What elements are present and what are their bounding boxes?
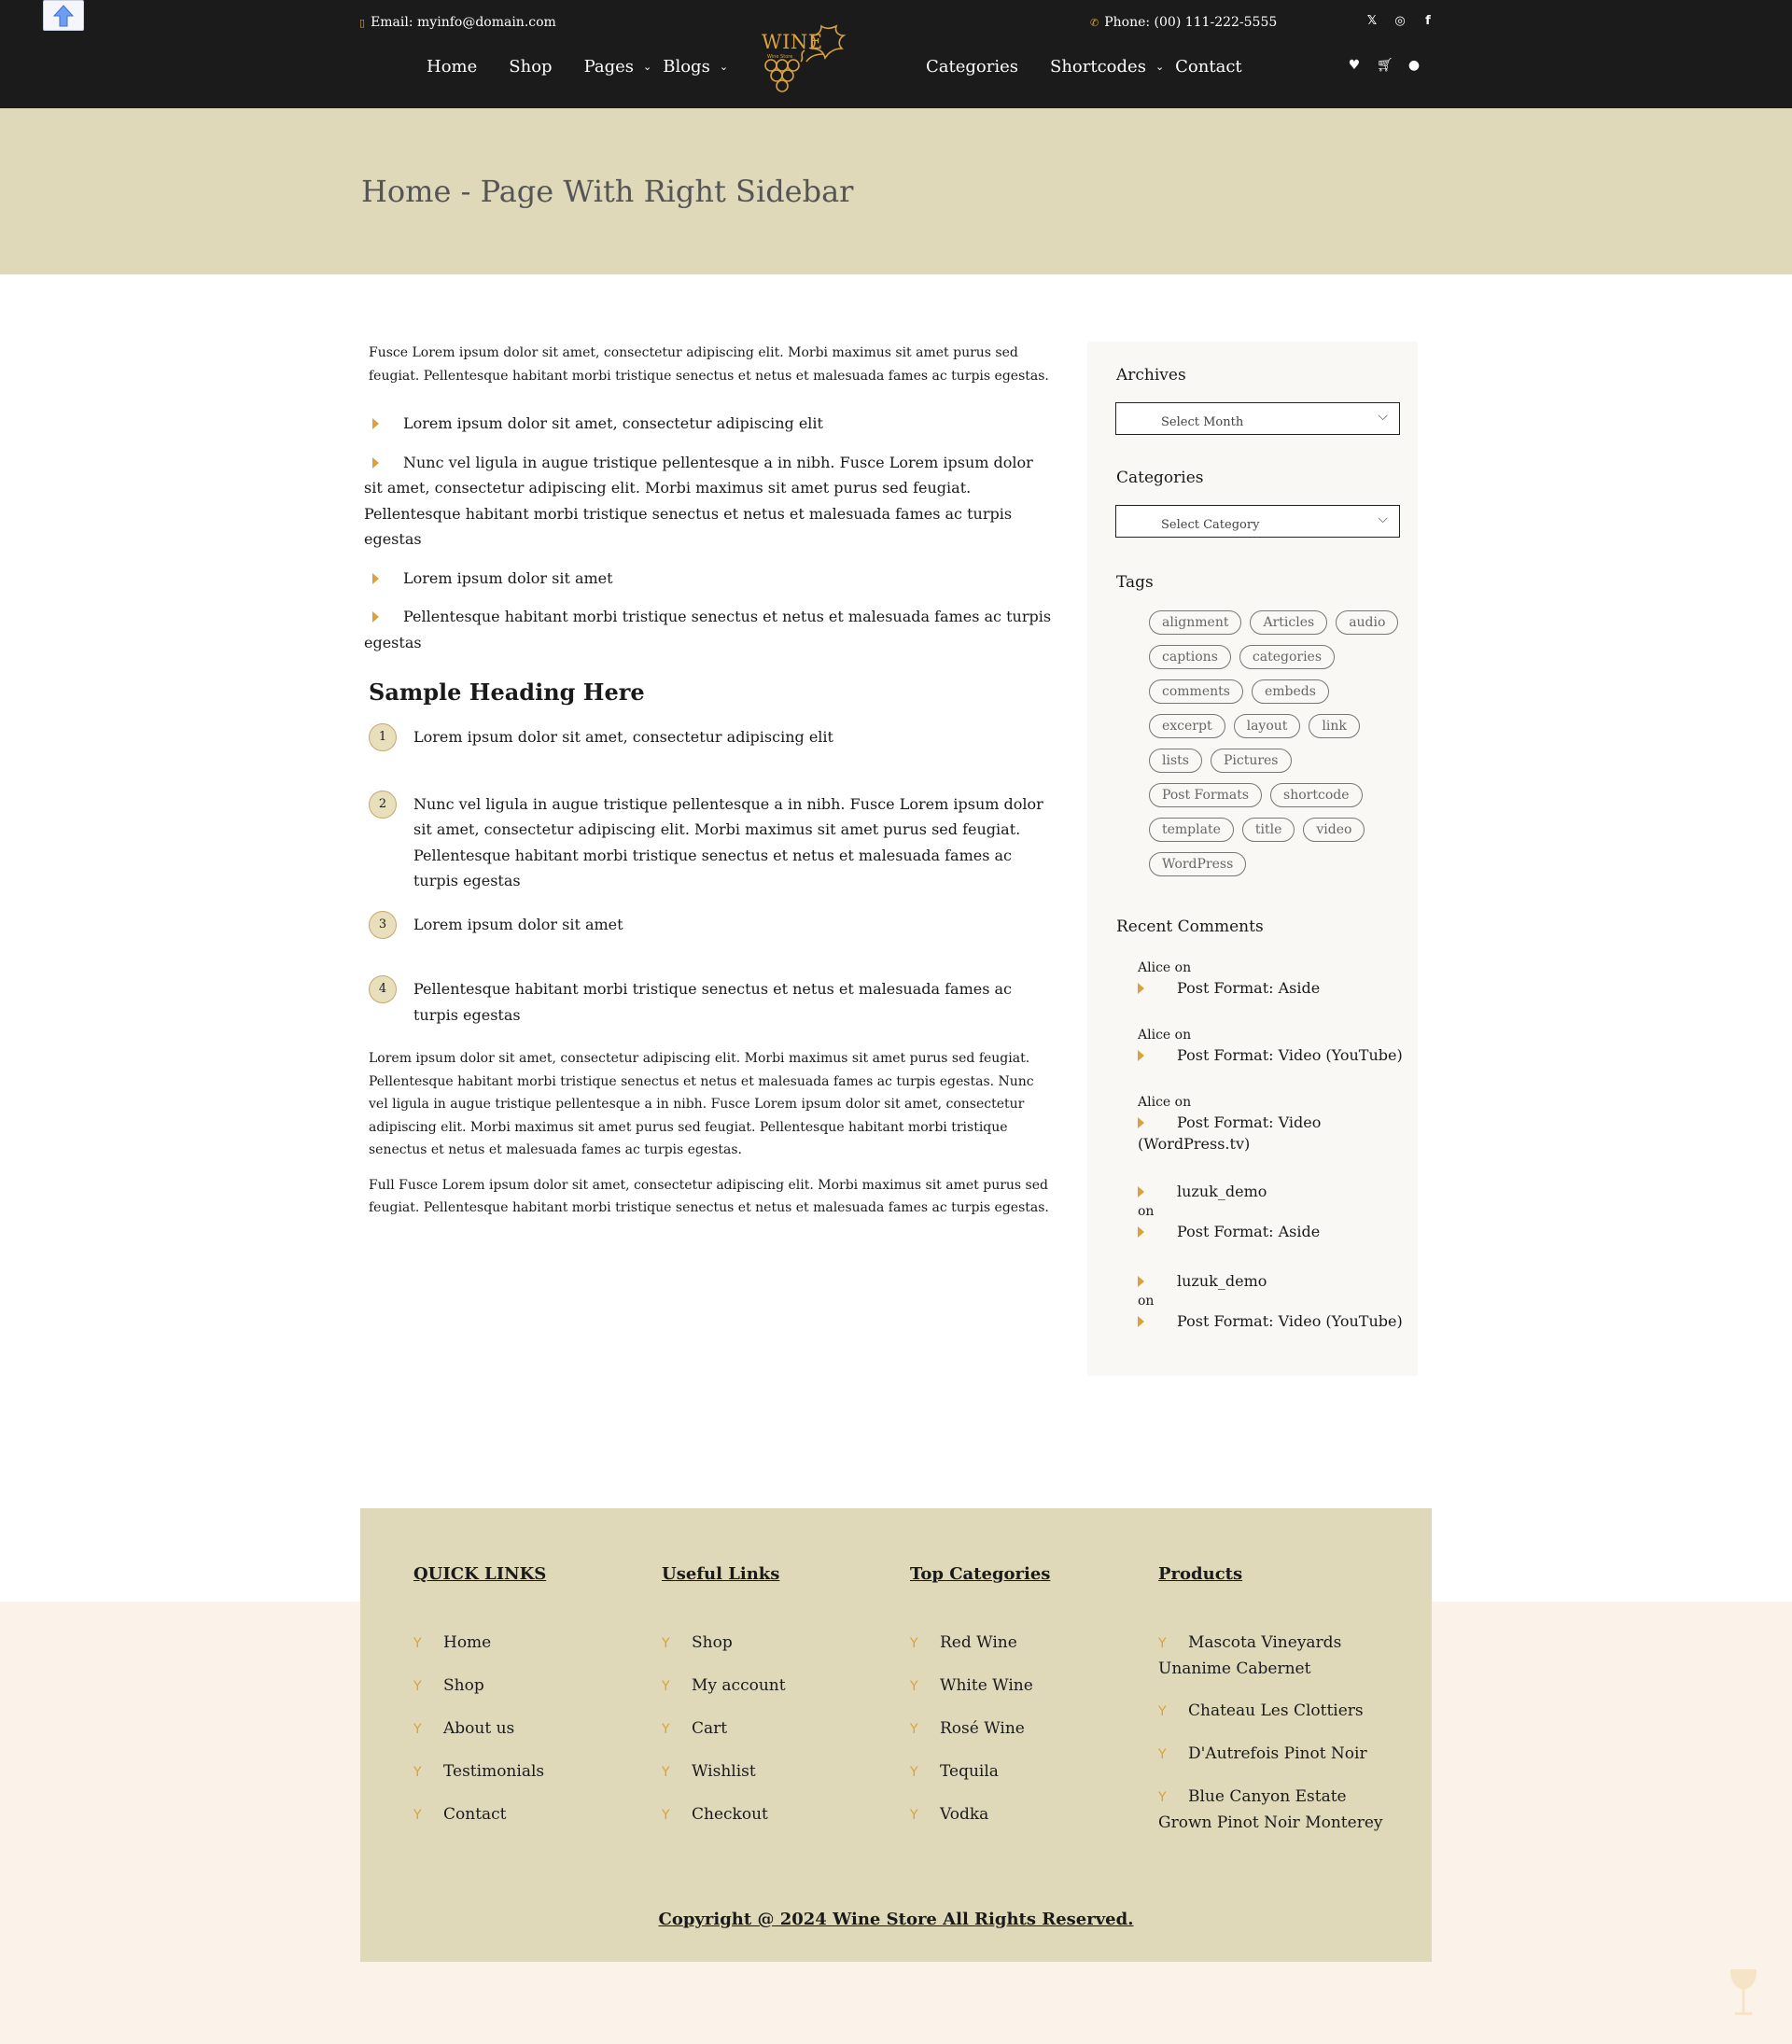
number-badge: 2 bbox=[369, 791, 397, 819]
page-banner bbox=[0, 108, 1792, 274]
select-value: Select Category bbox=[1161, 518, 1260, 532]
comment-author: Alice on bbox=[1138, 1028, 1192, 1043]
nav-right bbox=[926, 57, 1242, 77]
footer-column-title[interactable]: QUICK LINKS bbox=[413, 1564, 547, 1584]
chevron-down-icon: ⌄ bbox=[1155, 61, 1165, 73]
wine-glass-icon: Y bbox=[413, 1679, 422, 1694]
comment-author: Alice on bbox=[1138, 1095, 1192, 1110]
footer-link[interactable]: Y Blue Canyon Estate Grown Pinot Noir Monterey bbox=[1158, 1787, 1383, 1832]
wine-glass-icon: Y bbox=[910, 1679, 918, 1694]
categories-title: Categories bbox=[1116, 469, 1204, 487]
wine-glass-icon: Y bbox=[1158, 1790, 1167, 1805]
footer-link[interactable]: Y Contact bbox=[413, 1802, 628, 1828]
comment-author: Alice on bbox=[1138, 960, 1192, 975]
list-item: 4 Pellentesque habitant morbi tristique senectus et netus et malesuada fames ac turpis egestas bbox=[369, 976, 1055, 1028]
number-badge: 3 bbox=[369, 911, 397, 939]
wine-glass-icon: Y bbox=[662, 1636, 670, 1651]
tag-link[interactable]: layout bbox=[1234, 714, 1301, 738]
site-footer bbox=[360, 1508, 1432, 1962]
bullet-list bbox=[364, 411, 1055, 655]
wine-glass-icon: Y bbox=[910, 1765, 918, 1780]
tag-link[interactable]: video bbox=[1303, 818, 1365, 842]
list-item: 2 Nunc vel ligula in augue tristique pellentesque a in nibh. Fusce Lorem ipsum dolor sit amet, consectetur adipiscing elit. Morbi maximus sit amet purus sed feugiat. Pellentesque habitant morbi tristique senectus et netus et malesuada fames ac turpis egestas bbox=[369, 791, 1055, 894]
footer-link[interactable]: Y Checkout bbox=[662, 1802, 876, 1828]
section-heading: Sample Heading Here bbox=[369, 679, 645, 706]
cart-icon[interactable]: 🛒︎ bbox=[1377, 58, 1393, 73]
chevron-down-icon: ⌄ bbox=[719, 61, 729, 73]
chevron-down-icon: ⌄ bbox=[643, 61, 652, 73]
wine-glass-icon: Y bbox=[413, 1808, 422, 1823]
triangle-bullet-icon bbox=[1138, 983, 1144, 994]
nav-shortcodes[interactable]: Shortcodes ⌄ bbox=[1050, 57, 1165, 77]
tag-link[interactable]: lists bbox=[1149, 749, 1202, 773]
site-logo[interactable] bbox=[758, 21, 851, 101]
tags-title: Tags bbox=[1116, 573, 1154, 592]
footer-link[interactable]: Y Vodka bbox=[910, 1802, 1125, 1828]
categories-select[interactable] bbox=[1115, 505, 1400, 538]
wine-glass-icon: Y bbox=[1158, 1747, 1167, 1762]
footer-link[interactable]: Y Shop bbox=[662, 1631, 876, 1657]
numbered-list bbox=[369, 724, 1055, 1028]
select-value: Select Month bbox=[1161, 415, 1244, 429]
list-item: 1 Lorem ipsum dolor sit amet, consectetur adipiscing elit bbox=[369, 724, 1055, 750]
wine-glass-icon: Y bbox=[662, 1722, 670, 1737]
social-links bbox=[1365, 14, 1435, 28]
recent-comment bbox=[1138, 1093, 1408, 1155]
list-item: 3 Lorem ipsum dolor sit amet bbox=[369, 912, 1055, 938]
footer-link[interactable]: Y Cart bbox=[662, 1716, 876, 1743]
triangle-bullet-icon bbox=[1138, 1316, 1144, 1327]
nav-categories[interactable]: Categories bbox=[926, 57, 1018, 77]
tag-link[interactable]: excerpt bbox=[1149, 714, 1225, 738]
logo-subtext: Wine Store bbox=[767, 54, 793, 60]
x-icon[interactable]: 𝕏 bbox=[1366, 14, 1378, 28]
footer-link[interactable]: Y About us bbox=[413, 1716, 628, 1743]
nav-pages[interactable]: Pages ⌄ bbox=[583, 57, 652, 77]
list-item: Lorem ipsum dolor sit amet, consectetur adipiscing elit bbox=[364, 411, 1055, 437]
tag-link[interactable]: captions bbox=[1149, 645, 1231, 669]
footer-column-title[interactable]: Top Categories bbox=[910, 1564, 1051, 1584]
nav-contact[interactable]: Contact bbox=[1175, 57, 1242, 77]
recent-comment bbox=[1138, 959, 1408, 999]
header-actions bbox=[1347, 58, 1421, 73]
archives-select[interactable] bbox=[1115, 402, 1400, 435]
email-text: Email: myinfo@domain.com bbox=[371, 15, 556, 30]
nav-blogs[interactable]: Blogs ⌄ bbox=[663, 57, 729, 77]
tag-link[interactable]: template bbox=[1149, 818, 1234, 842]
triangle-bullet-icon bbox=[1138, 1226, 1144, 1238]
wine-glass-icon: Y bbox=[662, 1679, 670, 1694]
topbar-email[interactable] bbox=[359, 15, 556, 30]
footer-link[interactable]: Y Home bbox=[413, 1631, 628, 1657]
recent-comment bbox=[1138, 1026, 1408, 1066]
chevron-down-icon: ⌵ bbox=[1378, 409, 1388, 424]
footer-link[interactable]: Y Rosé Wine bbox=[910, 1716, 1125, 1743]
tag-link[interactable]: audio bbox=[1336, 610, 1398, 635]
comment-author-link[interactable]: luzuk_demo bbox=[1138, 1181, 1408, 1202]
footer-link[interactable]: Y Tequila bbox=[910, 1759, 1125, 1785]
triangle-bullet-icon bbox=[1138, 1050, 1144, 1061]
chevron-down-icon: ⌵ bbox=[1378, 511, 1388, 526]
intro-paragraph: Fusce Lorem ipsum dolor sit amet, consectetur adipiscing elit. Morbi maximus sit amet purus sed feugiat. Pellentesque habitant morbi tristique senectus et netus et malesuada fames ac turpis egestas. bbox=[369, 345, 1049, 384]
footer-link[interactable]: Y White Wine bbox=[910, 1673, 1125, 1700]
arrow-up-icon bbox=[51, 4, 76, 28]
tag-link[interactable]: Pictures bbox=[1211, 749, 1292, 773]
wine-glass-icon: Y bbox=[413, 1765, 422, 1780]
right-sidebar bbox=[1087, 342, 1418, 1376]
comment-post-link[interactable]: Post Format: Video (WordPress.tv) bbox=[1138, 1113, 1322, 1153]
wine-glass-icon: Y bbox=[1158, 1704, 1167, 1719]
tag-link[interactable]: title bbox=[1242, 818, 1295, 842]
main-content bbox=[364, 342, 1055, 1220]
comment-author-link[interactable]: luzuk_demo bbox=[1138, 1270, 1408, 1292]
comment-on-text: on bbox=[1138, 1204, 1155, 1219]
footer-column-title[interactable]: Useful Links bbox=[662, 1564, 780, 1584]
wine-glass-icon: Y bbox=[910, 1636, 918, 1651]
triangle-bullet-icon bbox=[1138, 1276, 1144, 1287]
instagram-icon[interactable]: ◎ bbox=[1394, 14, 1406, 28]
tag-link[interactable]: link bbox=[1309, 714, 1359, 738]
wine-glass-icon: Y bbox=[413, 1636, 422, 1651]
topbar-phone[interactable] bbox=[1090, 15, 1277, 30]
wine-glass-icon: Y bbox=[662, 1808, 670, 1823]
wine-glass-icon: Y bbox=[910, 1722, 918, 1737]
mobile-icon: ▯ bbox=[359, 16, 366, 29]
footer-link[interactable]: Y Wishlist bbox=[662, 1759, 876, 1785]
tag-link[interactable]: alignment bbox=[1149, 610, 1241, 635]
tag-cloud bbox=[1149, 610, 1410, 876]
number-badge: 4 bbox=[369, 975, 397, 1003]
logo-text: WINE bbox=[762, 31, 823, 53]
footer-column-top-categories bbox=[910, 1564, 1125, 1845]
nav-left bbox=[427, 57, 728, 77]
heart-icon[interactable]: ♥ bbox=[1348, 58, 1361, 73]
footer-column-title[interactable]: Products bbox=[1158, 1564, 1243, 1584]
recent-comment bbox=[1138, 1270, 1408, 1332]
triangle-bullet-icon bbox=[372, 573, 379, 584]
footer-link[interactable]: Y Shop bbox=[413, 1673, 628, 1700]
nav-home[interactable]: Home bbox=[427, 57, 478, 77]
nav-shop[interactable]: Shop bbox=[509, 57, 553, 77]
copyright-text[interactable]: Copyright @ 2024 Wine Store All Rights Reserved. bbox=[658, 1910, 1134, 1929]
phone-icon: ✆ bbox=[1090, 16, 1099, 29]
wine-glass-icon: Y bbox=[662, 1765, 670, 1780]
footer-link[interactable]: Y Red Wine bbox=[910, 1631, 1125, 1657]
tag-link[interactable]: Articles bbox=[1250, 610, 1327, 635]
tag-link[interactable]: shortcode bbox=[1270, 783, 1362, 807]
footer-column-quick-links bbox=[413, 1564, 628, 1845]
user-icon[interactable]: ● bbox=[1407, 58, 1421, 73]
body-paragraph: Lorem ipsum dolor sit amet, consectetur adipiscing elit. Morbi maximus sit amet purus sed feugiat. Pellentesque habitant morbi tristique senectus et netus et malesuada fames ac turpis egestas. Nunc vel ligula in augue tristique pellentesque a in nibh. Fusce Lorem ipsum dolor sit amet, consectetur adipiscing elit. Morbi maximus sit amet purus sed feugiat. Pellentesque habitant morbi tristique senectus et netus et malesuada fames ac turpis egestas. bbox=[369, 1051, 1034, 1157]
comment-post-link[interactable]: Post Format: Video (YouTube) bbox=[1138, 1310, 1408, 1332]
comment-on-text: on bbox=[1138, 1294, 1155, 1309]
tag-link[interactable]: embeds bbox=[1252, 679, 1329, 704]
triangle-bullet-icon bbox=[1138, 1186, 1144, 1197]
wine-glass-icon: Y bbox=[910, 1808, 918, 1823]
wine-glass-icon: Y bbox=[413, 1722, 422, 1737]
footer-link[interactable]: Y Mascota Vineyards Unanime Cabernet bbox=[1158, 1633, 1342, 1678]
body-paragraph: Full Fusce Lorem ipsum dolor sit amet, consectetur adipiscing elit. Morbi maximus sit amet purus sed feugiat. Pellentesque habitant morbi tristique senectus et netus et malesuada fames ac turpis egestas. bbox=[369, 1177, 1049, 1215]
footer-column-useful-links bbox=[662, 1564, 876, 1845]
scroll-up-button[interactable] bbox=[43, 0, 84, 31]
footer-link[interactable]: Y My account bbox=[662, 1673, 876, 1700]
footer-link[interactable]: Y Testimonials bbox=[413, 1759, 628, 1785]
recent-comments-title: Recent Comments bbox=[1116, 917, 1264, 936]
number-badge: 1 bbox=[369, 723, 397, 751]
archives-title: Archives bbox=[1116, 366, 1186, 385]
tag-link[interactable]: WordPress bbox=[1149, 852, 1246, 876]
phone-text: Phone: (00) 111-222-5555 bbox=[1104, 15, 1278, 30]
footer-link[interactable]: Y Chateau Les Clottiers bbox=[1158, 1699, 1396, 1725]
facebook-icon[interactable]: f bbox=[1425, 14, 1431, 28]
comment-post-link[interactable]: Post Format: Aside bbox=[1138, 977, 1408, 999]
list-item: Nunc vel ligula in augue tristique pellentesque a in nibh. Fusce Lorem ipsum dolor sit amet, consectetur adipiscing elit. Morbi maximus sit amet purus sed feugiat. Pellentesque habitant morbi tristique senectus et netus et malesuada fames ac turpis egestas bbox=[364, 453, 1033, 548]
list-item: Pellentesque habitant morbi tristique senectus et netus et malesuada fames ac turpis egestas bbox=[364, 608, 1052, 651]
triangle-bullet-icon bbox=[372, 611, 379, 623]
tag-link[interactable]: comments bbox=[1149, 679, 1243, 704]
recent-comment bbox=[1138, 1181, 1408, 1242]
site-header bbox=[0, 0, 1792, 108]
footer-link[interactable]: Y D'Autrefois Pinot Noir bbox=[1158, 1742, 1396, 1768]
wine-glass-icon: Y bbox=[1158, 1636, 1167, 1651]
triangle-bullet-icon bbox=[1138, 1117, 1144, 1128]
tag-link[interactable]: categories bbox=[1239, 645, 1335, 669]
footer-column-products bbox=[1158, 1564, 1396, 1853]
list-item: Lorem ipsum dolor sit amet bbox=[364, 566, 1055, 592]
wine-glass-icon bbox=[1725, 1967, 1762, 2023]
tag-link[interactable]: Post Formats bbox=[1149, 783, 1262, 807]
grape-leaf-icon bbox=[758, 21, 851, 101]
comment-post-link[interactable]: Post Format: Aside bbox=[1138, 1221, 1408, 1242]
comment-post-link[interactable]: Post Format: Video (YouTube) bbox=[1138, 1044, 1408, 1066]
triangle-bullet-icon bbox=[372, 457, 379, 469]
page-title: Home - Page With Right Sidebar bbox=[361, 174, 854, 209]
triangle-bullet-icon bbox=[372, 418, 379, 429]
